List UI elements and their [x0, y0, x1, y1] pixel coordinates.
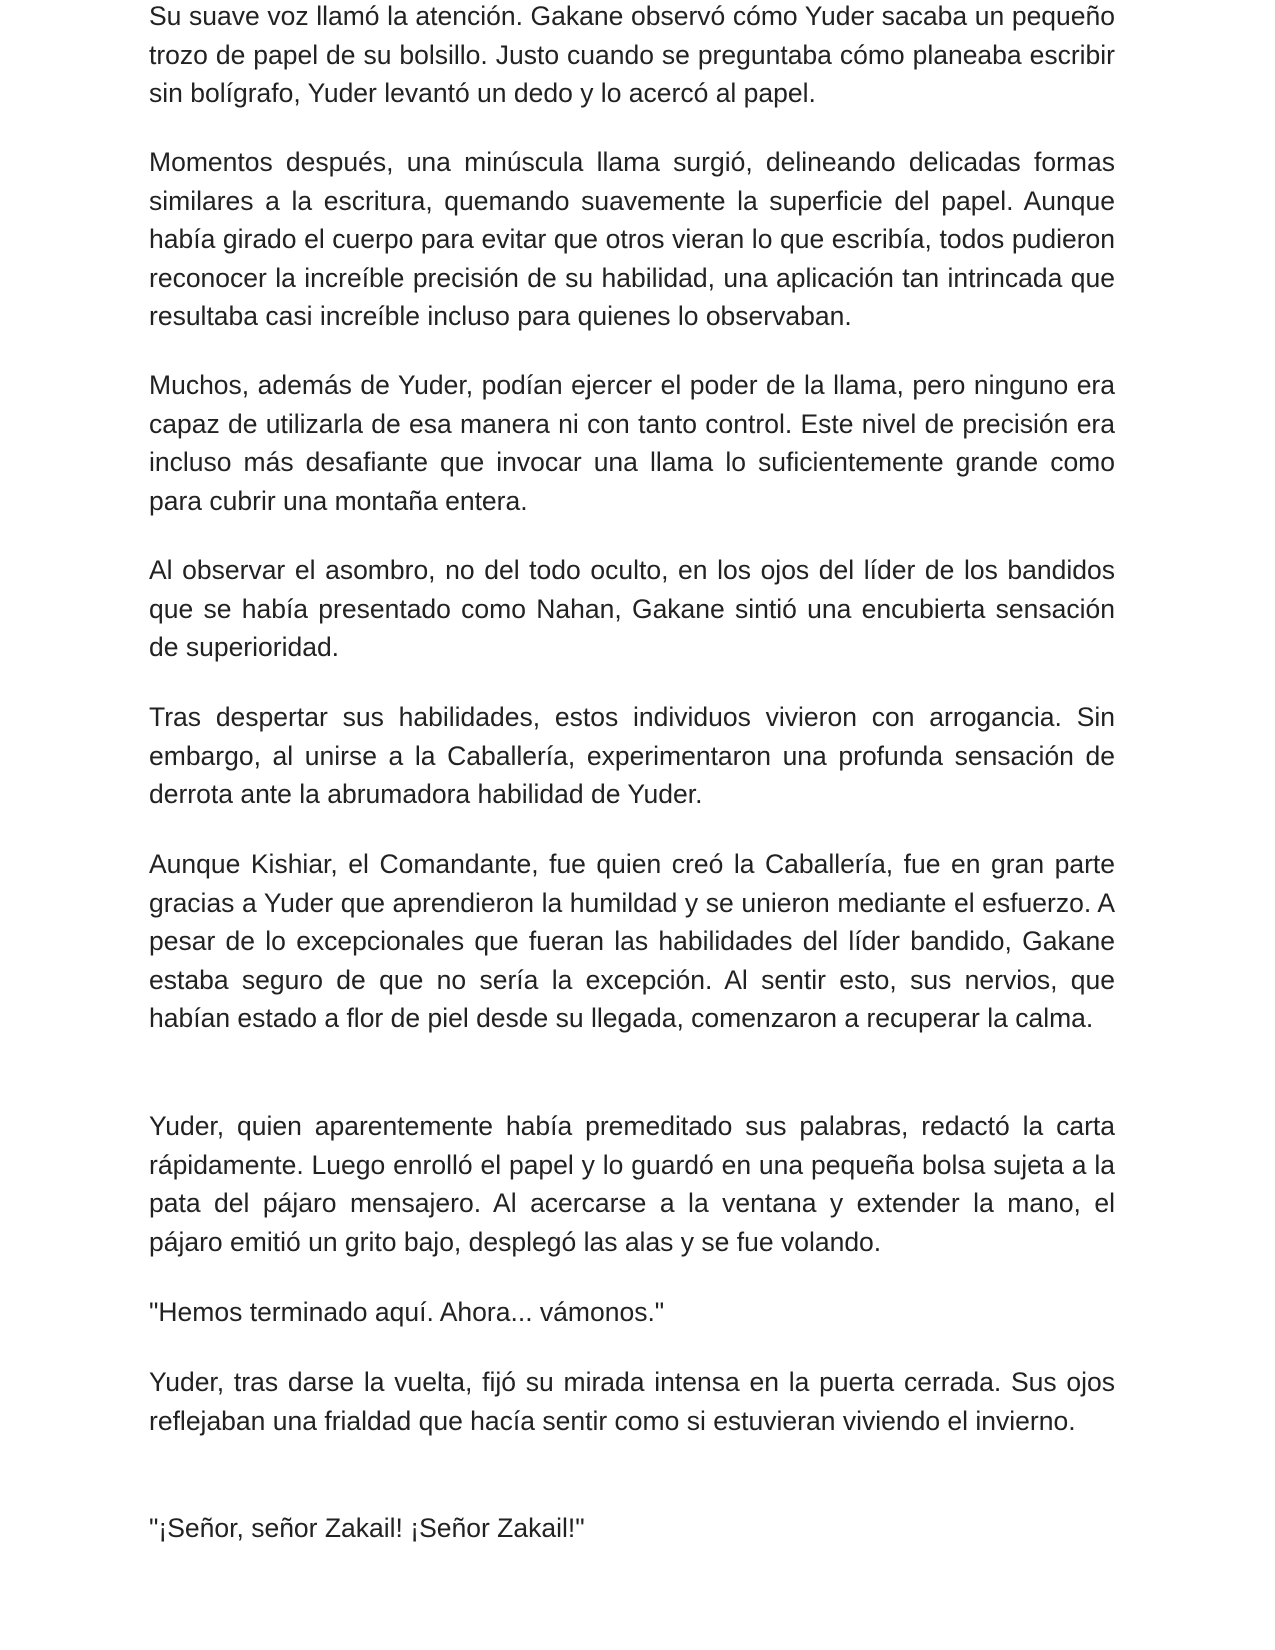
- paragraph: Yuder, tras darse la vuelta, fijó su mirada intensa en la puerta cerrada. Sus ojos reflejaban una frialdad que hacía sentir como si estuvieran viviendo el invierno.: [149, 1367, 1115, 1436]
- document-page: [149, 0, 1115, 1650]
- paragraph: Momentos después, una minúscula llama surgió, delineando delicadas formas similares a la escritura, quemando suavemente la superficie del papel. Aunque había girado el cuerpo para evitar que otros vieran lo que escribía, todos pudieron reconocer la increíble precisión de su habilidad, una aplicación tan intrincada que resultaba casi increíble incluso para quienes lo observaban.: [149, 147, 1115, 331]
- paragraph: Yuder, quien aparentemente había premeditado sus palabras, redactó la carta rápidamente. Luego enrolló el papel y lo guardó en una pequeña bolsa sujeta a la pata del pájaro mensajero. Al acercarse a la ventana y extender la mano, el pájaro emitió un grito bajo, desplegó las alas y se fue volando.: [149, 1111, 1115, 1257]
- dialogue-line: "¡Señor, señor Zakail! ¡Señor Zakail!": [149, 1513, 585, 1543]
- paragraph: Su suave voz llamó la atención. Gakane observó cómo Yuder sacaba un pequeño trozo de papel de su bolsillo. Justo cuando se preguntaba cómo planeaba escribir sin bolígrafo, Yuder levantó un dedo y lo acercó al papel.: [149, 1, 1115, 108]
- dialogue-line: "Hemos terminado aquí. Ahora... vámonos.": [149, 1297, 665, 1327]
- paragraph: Muchos, además de Yuder, podían ejercer el poder de la llama, pero ninguno era capaz de utilizarla de esa manera ni con tanto control. Este nivel de precisión era incluso más desafiante que invocar una llama lo suficientemente grande como para cubrir una montaña entera.: [149, 370, 1115, 516]
- paragraph: Aunque Kishiar, el Comandante, fue quien creó la Caballería, fue en gran parte gracias a Yuder que aprendieron la humildad y se unieron mediante el esfuerzo. A pesar de lo excepcionales que fueran las habilidades del líder bandido, Gakane estaba seguro de que no sería la excepción. Al sentir esto, sus nervios, que habían estado a flor de piel desde su llegada, comenzaron a recuperar la calma.: [149, 849, 1115, 1033]
- paragraph: Al observar el asombro, no del todo oculto, en los ojos del líder de los bandidos que se había presentado como Nahan, Gakane sintió una encubierta sensación de superioridad.: [149, 555, 1115, 662]
- paragraph: Tras despertar sus habilidades, estos individuos vivieron con arrogancia. Sin embargo, al unirse a la Caballería, experimentaron una profunda sensación de derrota ante la abrumadora habilidad de Yuder.: [149, 702, 1115, 809]
